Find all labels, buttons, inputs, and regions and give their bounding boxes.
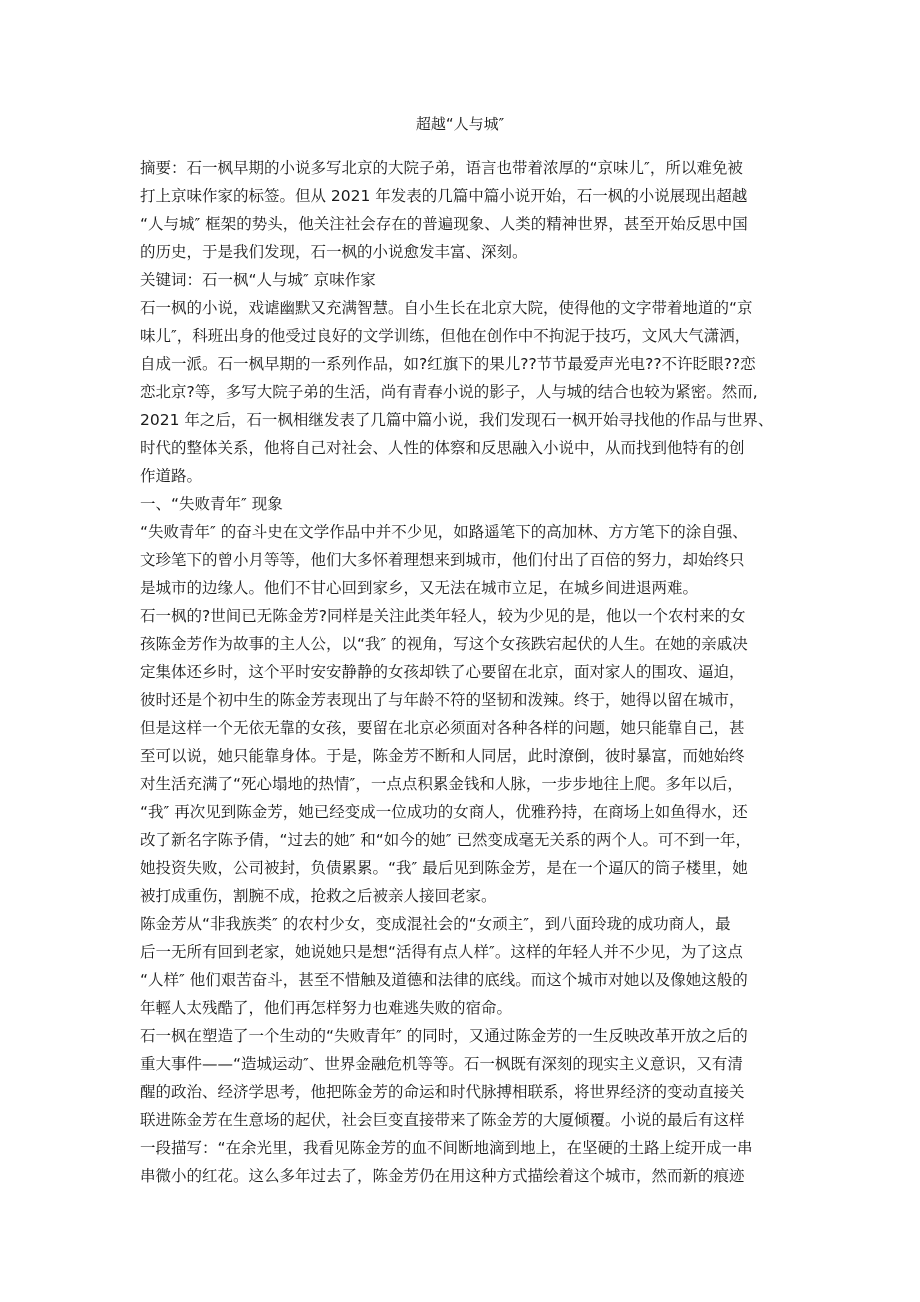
text-line: “人与城″ 框架的势头，他关注社会存在的普遍现象、人类的精神世界，甚至开始反思中国 <box>140 215 748 233</box>
text-line: 打上京味作家的标签。但从 2021 年发表的几篇中篇小说开始，石一枫的小说展现出超越 <box>140 187 748 205</box>
text-line: 联进陈金芳在生意场的起伏，社会巨变直接带来了陈金芳的大厦倾覆。小说的最后有这样 <box>140 1111 745 1129</box>
text-line: “人样″ 他们艰苦奋斗，甚至不惜触及道德和法律的底线。而这个城市对她以及像她这般的 <box>140 971 748 989</box>
text-line: 石一枫的小说，戏谑幽默又充满智慧。自小生长在北京大院，使得他的文字带着地道的“京 <box>140 299 753 317</box>
text-line: 摘要：石一枫早期的小说多写北京的大院子弟，语言也带着浓厚的“京味儿″，所以难免被 <box>140 159 743 177</box>
text-line: 但是这样一个无依无靠的女孩，要留在北京必须面对各种各样的问题，她只能靠自己，甚 <box>140 719 745 737</box>
text-line: 一段描写：“在余光里，我看见陈金芳的血不间断地滴到地上，在坚硬的土路上绽开成一串 <box>140 1139 753 1157</box>
text-line: 陈金芳从“非我族类″ 的农村少女，变成混社会的“女顽主″，到八面玲珑的成功商人，最 <box>140 915 731 933</box>
text-line: 孩陈金芳作为故事的主人公，以“我″ 的视角，写这个女孩跌宕起伏的人生。在她的亲戚决 <box>140 635 748 653</box>
text-line: 被打成重伤，割腕不成，抢救之后被亲人接回老家。 <box>140 887 497 905</box>
text-line: 对生活充满了“死心塌地的热情″，一点点积累金钱和人脉，一步步地往上爬。多年以后， <box>140 775 743 793</box>
text-line: 定集体还乡时，这个平时安安静静的女孩却铁了心要留在北京，面对家人的围攻、逼迫， <box>140 663 745 681</box>
text-line: 后一无所有回到老家，她说她只是想“活得有点人样″。这样的年轻人并不少见，为了这点 <box>140 943 743 961</box>
text-line: 重大事件——“造城运动″、世界金融危机等等。石一枫既有深刻的现实主义意识，又有清 <box>140 1055 743 1073</box>
text-line: 彼时还是个初中生的陈金芳表现出了与年龄不符的坚韧和泼辣。终于，她得以留在城市， <box>140 691 745 709</box>
text-line: 恋北京?等，多写大院子弟的生活，尚有青春小说的影子，人与城的结合也较为紧密。然而, <box>140 383 758 401</box>
text-line: 味儿″，科班出身的他受过良好的文学训练，但他在创作中不拘泥于技巧，文风大气潇洒， <box>140 327 751 345</box>
text-line: 自成一派。石一枫早期的一系列作品，如?红旗下的果儿??节节最爱声光电??不许眨眼??恋 <box>140 355 756 373</box>
text-line: “失败青年″ 的奋斗史在文学作品中并不少见，如路遥笔下的高加林、方方笔下的涂自强、 <box>140 523 748 541</box>
text-line: 作道路。 <box>140 467 203 485</box>
text-line: 至可以说，她只能靠身体。于是，陈金芳不断和人同居，此时潦倒，彼时暴富，而她始终 <box>140 747 745 765</box>
text-line: 关键词：石一枫“人与城″ 京味作家 <box>140 271 376 289</box>
text-line: 是城市的边缘人。他们不甘心回到家乡，又无法在城市立足，在城乡间进退两难。 <box>140 579 699 597</box>
text-line: 石一枫在塑造了一个生动的“失败青年″ 的同时，又通过陈金芳的一生反映改革开放之后的 <box>140 1027 748 1045</box>
text-line: 2021 年之后，石一枫相继发表了几篇中篇小说，我们发现石一枫开始寻找他的作品与世界、 <box>140 411 774 429</box>
text-line: 年輕人太残酷了，他们再怎样努力也难逃失败的宿命。 <box>140 999 513 1017</box>
text-line: 的历史，于是我们发现，石一枫的小说愈发丰富、深刻。 <box>140 243 528 261</box>
document-body <box>140 154 790 1190</box>
text-line: 改了新名字陈予倩，“过去的她″ 和“如今的她″ 已然变成毫无关系的两个人。可不到一年， <box>140 831 751 849</box>
text-line: 一、“失败青年″ 现象 <box>140 495 283 513</box>
text-line: 醒的政治、经济学思考，他把陈金芳的命运和时代脉搏相联系，将世界经济的变动直接关 <box>140 1083 745 1101</box>
text-line: 时代的整体关系，他将自己对社会、人性的体察和反思融入小说中，从而找到他特有的创 <box>140 439 745 457</box>
text-line: “我″ 再次见到陈金芳，她已经变成一位成功的女商人，优雅矜持，在商场上如鱼得水，还 <box>140 803 748 821</box>
document-title: 超越“人与城″ <box>415 115 505 133</box>
text-line: 石一枫的?世间已无陈金芳?同样是关注此类年轻人，较为少见的是，他以一个农村来的女 <box>140 607 746 625</box>
text-line: 她投资失败，公司被封，负债累累。“我″ 最后见到陈金芳，是在一个逼仄的筒子楼里，她 <box>140 859 748 877</box>
text-line: 串微小的红花。这么多年过去了，陈金芳仍在用这种方式描绘着这个城市，然而新的痕迹 <box>140 1167 745 1185</box>
text-line: 文珍笔下的曾小月等等，他们大多怀着理想来到城市，他们付出了百倍的努力，却始终只 <box>140 551 745 569</box>
